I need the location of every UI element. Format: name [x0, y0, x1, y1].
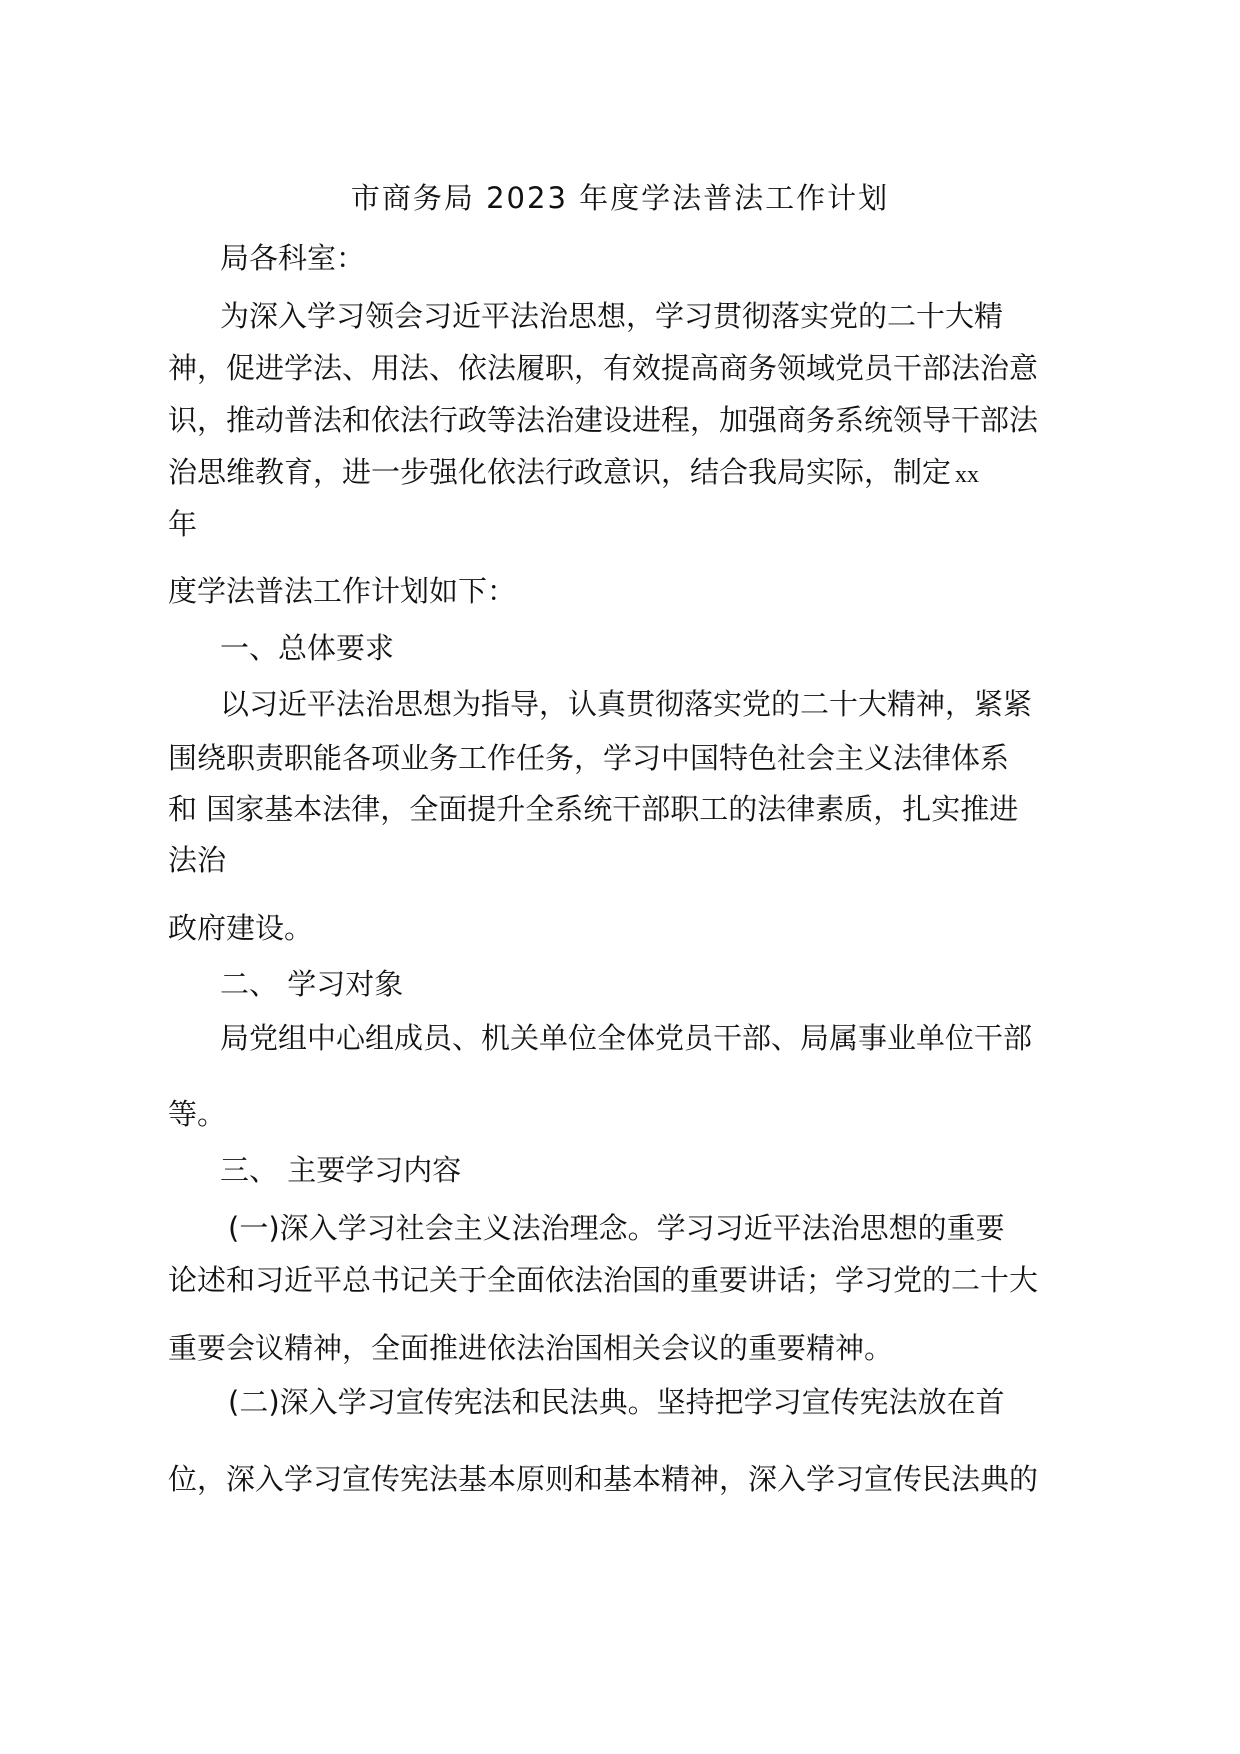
section-1-heading: 一、总体要求	[220, 631, 395, 665]
section-1-line-5: 政府建设。	[168, 911, 314, 945]
section-3-item-1-line-2: 论述和习近平总书记关于全面依法治国的重要讲话；学习党的二十大	[168, 1263, 1039, 1297]
intro-line-4	[168, 454, 979, 493]
intro-line-3: 识，推动普法和依法行政等法治建设进程，加强商务系统领导干部法	[168, 403, 1039, 437]
section-1-line-3-text: 和 国家基本法律，全面提升全系统干部职工的法律素质，扎实推进	[168, 792, 1019, 826]
section-3-item-2-line-2: 位，深入学习宣传宪法基本原则和基本精神，深入学习宣传民法典的	[168, 1462, 1039, 1496]
section-1-line-3	[168, 791, 1019, 827]
section-2-line-2: 等。	[168, 1097, 227, 1131]
section-3-item-2-line-1: (二)深入学习宣传宪法和民法典。坚持把学习宣传宪法放在首	[228, 1385, 1005, 1419]
intro-line-1: 为深入学习领会习近平法治思想，学习贯彻落实党的二十大精	[220, 299, 1004, 333]
intro-line-6: 度学法普法工作计划如下：	[168, 574, 517, 608]
intro-line-5: 年	[168, 507, 198, 541]
section-1-line-2: 围绕职责职能各项业务工作任务，学习中国特色社会主义法律体系	[168, 741, 1010, 775]
document-title: 市商务局 2023 年度学法普法工作计划	[350, 181, 890, 215]
section-1-line-4: 法治	[168, 843, 227, 877]
intro-line-4-year-placeholder: xx	[955, 462, 980, 488]
section-2-heading: 二、 学习对象	[220, 967, 404, 1001]
intro-line-4-text: 治思维教育，进一步强化依法行政意识，结合我局实际，制定	[168, 455, 952, 489]
section-1-line-1: 以习近平法治思想为指导，认真贯彻落实党的二十大精神，紧紧	[220, 687, 1033, 721]
salutation: 局各科室：	[220, 241, 366, 275]
section-2-line-1: 局党组中心组成员、机关单位全体党员干部、局属事业单位干部	[220, 1021, 1033, 1055]
section-3-item-1-line-3: 重要会议精神，全面推进依法治国相关会议的重要精神。	[168, 1331, 894, 1365]
section-3-heading: 三、 主要学习内容	[220, 1153, 462, 1187]
section-3-item-1-line-1: (一)深入学习社会主义法治理念。学习习近平法治思想的重要	[228, 1211, 1005, 1245]
intro-line-2: 神，促进学法、用法、依法履职，有效提高商务领域党员干部法治意	[168, 351, 1039, 385]
